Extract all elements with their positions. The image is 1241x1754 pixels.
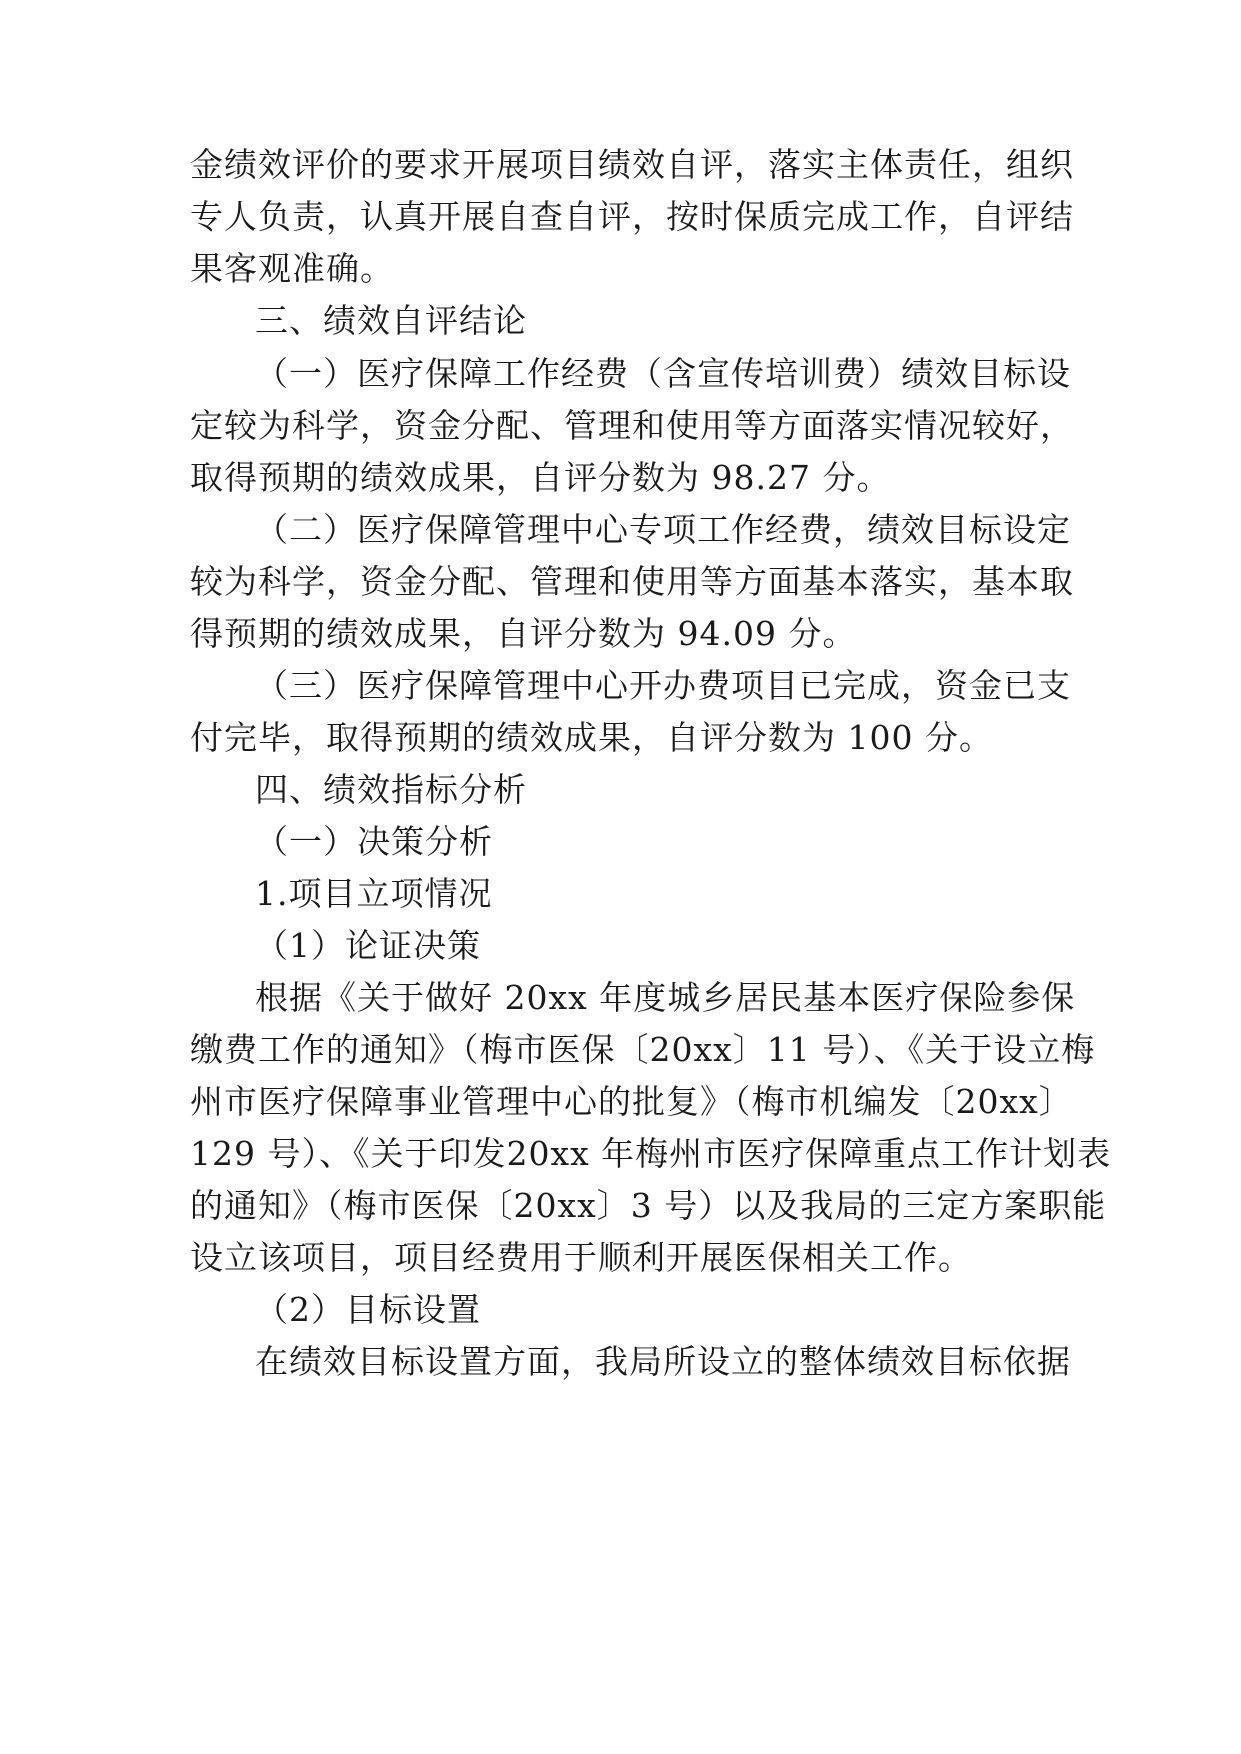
body-text-line: 的通知》（梅市医保〔20xx〕3 号）以及我局的三定方案职能 <box>190 1186 1107 1225</box>
body-text-line: （二）医疗保障管理中心专项工作经费，绩效目标设定 <box>255 510 1071 549</box>
body-text-line: 根据《关于做好 20xx 年度城乡居民基本医疗保险参保 <box>255 978 1076 1017</box>
subsection-heading: （1）论证决策 <box>255 926 481 965</box>
body-text-line: 得预期的绩效成果，自评分数为 94.09 分。 <box>190 614 857 653</box>
body-text-line: （一）医疗保障工作经费（含宣传培训费）绩效目标设 <box>255 354 1071 393</box>
body-text-line: 果客观准确。 <box>190 249 394 288</box>
subsection-heading: 1.项目立项情况 <box>255 874 493 913</box>
body-text-line: 缴费工作的通知》（梅市医保〔20xx〕11 号）、《关于设立梅 <box>190 1030 1096 1069</box>
body-text-line: 设立该项目，项目经费用于顺利开展医保相关工作。 <box>190 1238 972 1277</box>
body-text-line: 金绩效评价的要求开展项目绩效自评，落实主体责任，组织 <box>190 145 1074 184</box>
body-text-line: 在绩效目标设置方面，我局所设立的整体绩效目标依据 <box>255 1342 1071 1381</box>
subsection-heading: （一）决策分析 <box>255 822 493 861</box>
section-heading: 四、绩效指标分析 <box>255 770 527 809</box>
section-heading: 三、绩效自评结论 <box>255 301 527 340</box>
body-text-line: 129 号）、《关于印发20xx 年梅州市医疗保障重点工作计划表 <box>190 1134 1112 1173</box>
body-text-line: 较为科学，资金分配、管理和使用等方面基本落实，基本取 <box>190 562 1074 601</box>
subsection-heading: （2）目标设置 <box>255 1290 481 1329</box>
body-text-line: （三）医疗保障管理中心开办费项目已完成，资金已支 <box>255 666 1071 705</box>
body-text-line: 州市医疗保障事业管理中心的批复》（梅市机编发〔20xx〕 <box>190 1082 1073 1121</box>
body-text-line: 付完毕，取得预期的绩效成果，自评分数为 100 分。 <box>190 718 993 757</box>
body-text-line: 定较为科学，资金分配、管理和使用等方面落实情况较好， <box>190 406 1074 445</box>
body-text-line: 专人负责，认真开展自查自评，按时保质完成工作，自评结 <box>190 197 1074 236</box>
body-text-line: 取得预期的绩效成果，自评分数为 98.27 分。 <box>190 458 891 497</box>
